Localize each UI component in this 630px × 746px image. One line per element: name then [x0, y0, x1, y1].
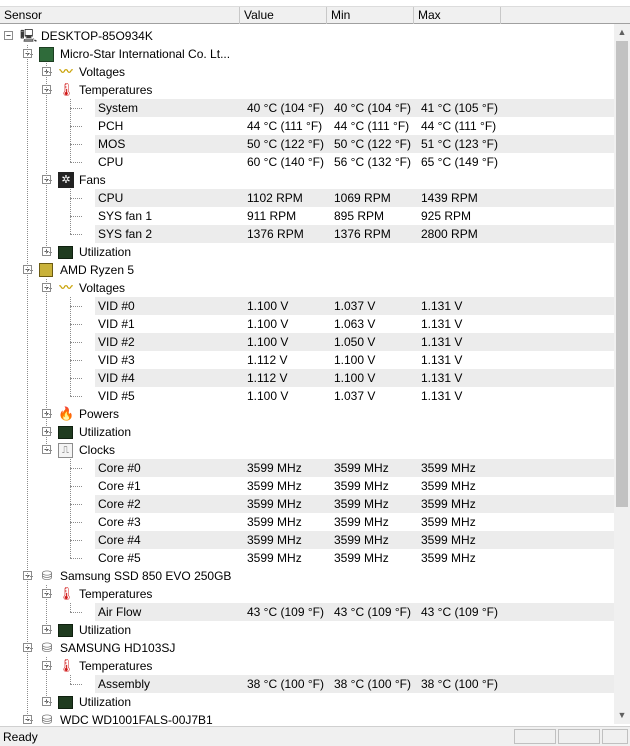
tree-guide-line [70, 306, 82, 307]
tree-node[interactable] [0, 243, 614, 261]
collapse-icon[interactable]: − [23, 265, 32, 274]
sensor-row[interactable] [0, 549, 614, 567]
node-label: Utilization [79, 245, 132, 259]
sensor-min: 38 °C (100 °F) [334, 677, 411, 691]
sensor-max: 3599 MHz [421, 533, 476, 547]
tree-guide-line [70, 675, 71, 684]
sensor-max: 51 °C (123 °F) [421, 137, 498, 151]
tree-guide-line [46, 585, 47, 630]
tree-node[interactable] [0, 585, 614, 603]
collapse-icon[interactable]: − [42, 85, 51, 94]
collapse-icon[interactable]: − [42, 589, 51, 598]
sensor-row[interactable] [0, 207, 614, 225]
collapse-icon[interactable]: − [23, 715, 32, 724]
sensor-row[interactable] [0, 477, 614, 495]
utilization-icon [58, 696, 73, 709]
sensor-tree[interactable] [0, 24, 614, 724]
sensor-label: VID #4 [98, 371, 135, 385]
thermometer-icon: 🌡 [58, 82, 75, 97]
sensor-label: CPU [98, 191, 124, 205]
sensor-min: 1376 RPM [334, 227, 391, 241]
sensor-label: Core #1 [98, 479, 141, 493]
sensor-label: SYS fan 1 [98, 209, 153, 223]
disk-drive-icon: ⛁ [41, 712, 53, 724]
sensor-value: 3599 MHz [247, 515, 302, 529]
sensor-min: 43 °C (109 °F) [334, 605, 411, 619]
sensor-row[interactable] [0, 675, 614, 693]
tree-guide-line [70, 540, 82, 541]
tree-guide-line [70, 144, 82, 145]
sensor-value: 40 °C (104 °F) [247, 101, 324, 115]
tree-guide-line [46, 702, 52, 703]
tree-guide-line [70, 162, 82, 163]
sensor-label: VID #3 [98, 353, 135, 367]
tree-guide-line [70, 324, 82, 325]
sensor-min: 3599 MHz [334, 479, 389, 493]
tree-guide-line [46, 72, 52, 73]
sensor-min: 3599 MHz [334, 461, 389, 475]
sensor-label: Core #0 [98, 461, 141, 475]
sensor-row[interactable] [0, 135, 614, 153]
tree-node[interactable] [0, 693, 614, 711]
sensor-row[interactable] [0, 603, 614, 621]
node-label: Utilization [79, 425, 132, 439]
sensor-label: VID #2 [98, 335, 135, 349]
sensor-label: VID #0 [98, 299, 135, 313]
tree-guide-line [46, 432, 52, 433]
sensor-value: 1.112 V [247, 371, 288, 385]
sensor-row[interactable] [0, 117, 614, 135]
column-max[interactable]: Max [414, 7, 501, 24]
thermometer-icon: 🌡 [58, 586, 75, 601]
sensor-label: CPU [98, 155, 124, 169]
sensor-max: 1.131 V [421, 335, 463, 349]
sensor-max: 41 °C (105 °F) [421, 101, 498, 115]
tree-guide-line [46, 594, 52, 595]
tree-guide-line [70, 396, 82, 397]
sensor-value: 1.100 V [247, 317, 289, 331]
sensor-max: 43 °C (109 °F) [421, 605, 498, 619]
sensor-label: Core #4 [98, 533, 141, 547]
sensor-max: 3599 MHz [421, 515, 476, 529]
sensor-label: Core #3 [98, 515, 141, 529]
sensor-value: 1376 RPM [247, 227, 304, 241]
sensor-max: 3599 MHz [421, 461, 476, 475]
tree-node[interactable] [0, 63, 614, 81]
sensor-value: 3599 MHz [247, 497, 302, 511]
column-header [0, 6, 630, 24]
expand-icon[interactable]: + [42, 67, 51, 76]
sensor-min: 40 °C (104 °F) [334, 101, 411, 115]
scroll-up-icon[interactable]: ▲ [617, 27, 627, 37]
tree-guide-line [27, 648, 33, 649]
node-label: Voltages [79, 281, 126, 295]
tree-guide-line [27, 45, 28, 720]
tree-node[interactable] [0, 567, 614, 585]
sensor-row[interactable] [0, 513, 614, 531]
sensor-min: 895 RPM [334, 209, 385, 223]
node-label: SAMSUNG HD103SJ [60, 641, 176, 655]
tree-guide-line [46, 666, 52, 667]
sensor-label: Core #5 [98, 551, 141, 565]
disk-drive-icon: ⛁ [41, 640, 53, 655]
sensor-min: 1.100 V [334, 371, 376, 385]
tree-guide-line [70, 198, 82, 199]
utilization-icon [58, 426, 73, 439]
sensor-max: 2800 RPM [421, 227, 478, 241]
sensor-min: 3599 MHz [334, 533, 389, 547]
status-bar [0, 726, 630, 746]
sensor-min: 56 °C (132 °F) [334, 155, 411, 169]
sensor-value: 1.100 V [247, 335, 289, 349]
sensor-max: 3599 MHz [421, 551, 476, 565]
tree-guide-line [70, 558, 82, 559]
tree-node[interactable] [0, 27, 614, 45]
expand-icon[interactable]: + [42, 427, 51, 436]
sensor-value: 43 °C (109 °F) [247, 605, 324, 619]
node-label: Voltages [79, 65, 126, 79]
sensor-row[interactable] [0, 387, 614, 405]
tree-node[interactable] [0, 423, 614, 441]
voltage-icon: 〰 [59, 64, 73, 79]
tree-guide-line [46, 288, 52, 289]
scroll-thumb[interactable] [616, 41, 628, 507]
sensor-max: 1439 RPM [421, 191, 478, 205]
power-icon: 🔥 [58, 406, 75, 421]
cpu-chip-icon [39, 263, 53, 277]
sensor-row[interactable] [0, 315, 614, 333]
clock-icon: ⎍ [58, 443, 73, 458]
sensor-max: 44 °C (111 °F) [421, 119, 497, 133]
tree-guide-line [70, 342, 82, 343]
tree-guide-line [70, 234, 82, 235]
tree-node[interactable] [0, 711, 614, 724]
sensor-value: 38 °C (100 °F) [247, 677, 324, 691]
node-label: Micro-Star International Co. Lt... [60, 47, 231, 61]
node-label: Powers [79, 407, 120, 421]
column-value[interactable]: Value [240, 7, 327, 24]
tree-guide-line [70, 486, 82, 487]
sensor-min: 1.063 V [334, 317, 376, 331]
fan-icon: ✲ [58, 172, 74, 188]
tree-guide-line [46, 414, 52, 415]
tree-guide-line [46, 90, 52, 91]
tree-guide-line [70, 684, 82, 685]
sensor-value: 1.100 V [247, 389, 289, 403]
sensor-max: 1.131 V [421, 389, 463, 403]
sensor-value: 3599 MHz [247, 479, 302, 493]
sensor-max: 1.131 V [421, 299, 463, 313]
tree-guide-line [70, 189, 71, 234]
tree-guide-line [70, 216, 82, 217]
expand-icon[interactable]: + [42, 247, 51, 256]
collapse-icon[interactable]: − [42, 445, 51, 454]
tree-guide-line [46, 657, 47, 702]
expand-icon[interactable]: + [42, 625, 51, 634]
sensor-label: VID #5 [98, 389, 135, 403]
sensor-row[interactable] [0, 351, 614, 369]
node-label: DESKTOP-85O934K [41, 29, 153, 43]
sensor-value: 1.100 V [247, 299, 289, 313]
status-pane [514, 729, 556, 744]
sensor-value: 50 °C (122 °F) [247, 137, 324, 151]
sensor-row[interactable] [0, 153, 614, 171]
tree-guide-line [46, 180, 52, 181]
column-sensor[interactable]: Sensor [0, 7, 240, 24]
column-min[interactable]: Min [327, 7, 414, 24]
sensor-label: PCH [98, 119, 124, 133]
sensor-max: 1.131 V [421, 353, 463, 367]
sensor-value: 3599 MHz [247, 551, 302, 565]
collapse-icon[interactable]: − [23, 49, 32, 58]
utilization-icon [58, 246, 73, 259]
sensor-label: SYS fan 2 [98, 227, 153, 241]
scroll-down-icon[interactable]: ▼ [617, 710, 627, 720]
sensor-min: 1.050 V [334, 335, 376, 349]
tree-guide-line [70, 99, 71, 162]
tree-guide-line [70, 468, 82, 469]
status-pane [602, 729, 628, 744]
disk-drive-icon: ⛁ [41, 568, 53, 583]
motherboard-icon [39, 47, 54, 62]
tree-guide-line [70, 378, 82, 379]
tree-node[interactable] [0, 279, 614, 297]
sensor-label: MOS [98, 137, 126, 151]
tree-guide-line [70, 504, 82, 505]
tree-guide-line [70, 297, 71, 396]
sensor-row[interactable] [0, 333, 614, 351]
sensor-min: 1.037 V [334, 389, 376, 403]
node-label: Temperatures [79, 587, 153, 601]
sensor-max: 3599 MHz [421, 479, 476, 493]
expand-icon[interactable]: + [42, 409, 51, 418]
sensor-row[interactable] [0, 369, 614, 387]
collapse-icon[interactable]: − [4, 31, 13, 40]
collapse-icon[interactable]: − [42, 283, 51, 292]
sensor-max: 925 RPM [421, 209, 472, 223]
node-label: Clocks [79, 443, 116, 457]
tree-node[interactable] [0, 639, 614, 657]
sensor-row[interactable] [0, 297, 614, 315]
sensor-value: 3599 MHz [247, 461, 302, 475]
sensor-value: 44 °C (111 °F) [247, 119, 323, 133]
status-pane [558, 729, 600, 744]
sensor-row[interactable] [0, 99, 614, 117]
sensor-value: 3599 MHz [247, 533, 302, 547]
tree-guide-line [70, 522, 82, 523]
sensor-max: 65 °C (149 °F) [421, 155, 498, 169]
vertical-scrollbar[interactable] [614, 24, 630, 724]
sensor-label: Assembly [98, 677, 151, 691]
status-text: Ready [3, 730, 38, 744]
utilization-icon [58, 624, 73, 637]
sensor-min: 1.037 V [334, 299, 376, 313]
collapse-icon[interactable]: − [42, 661, 51, 670]
tree-guide-line [70, 459, 71, 558]
node-label: Samsung SSD 850 EVO 250GB [60, 569, 232, 583]
sensor-max: 1.131 V [421, 317, 463, 331]
sensor-value: 1102 RPM [247, 191, 303, 205]
node-label: Utilization [79, 623, 132, 637]
sensor-row[interactable] [0, 459, 614, 477]
tree-guide-line [27, 54, 33, 55]
sensor-value: 60 °C (140 °F) [247, 155, 324, 169]
tree-guide-line [46, 252, 52, 253]
tree-node[interactable] [0, 45, 614, 63]
node-label: Fans [79, 173, 106, 187]
node-label: Utilization [79, 695, 132, 709]
tree-guide-line [27, 270, 33, 271]
tree-guide-line [46, 279, 47, 450]
sensor-label: Core #2 [98, 497, 141, 511]
sensor-min: 1069 RPM [334, 191, 391, 205]
tree-guide-line [27, 720, 33, 721]
node-label: Temperatures [79, 83, 153, 97]
tree-node[interactable] [0, 81, 614, 99]
sensor-value: 911 RPM [247, 209, 297, 223]
thermometer-icon: 🌡 [58, 658, 75, 673]
tree-node[interactable] [0, 405, 614, 423]
tree-guide-line [27, 576, 33, 577]
sensor-min: 3599 MHz [334, 515, 389, 529]
node-label: AMD Ryzen 5 [60, 263, 135, 277]
node-label: Temperatures [79, 659, 153, 673]
collapse-icon[interactable]: − [42, 175, 51, 184]
collapse-icon[interactable]: − [23, 643, 32, 652]
sensor-min: 44 °C (111 °F) [334, 119, 410, 133]
tree-guide-line [70, 126, 82, 127]
computer-icon: 🖳 [20, 28, 38, 43]
tree-node[interactable] [0, 621, 614, 639]
sensor-max: 3599 MHz [421, 497, 476, 511]
tree-node[interactable] [0, 261, 614, 279]
sensor-label: VID #1 [98, 317, 135, 331]
sensor-row[interactable] [0, 495, 614, 513]
tree-guide-line [70, 603, 71, 612]
sensor-value: 1.112 V [247, 353, 288, 367]
tree-guide-line [70, 612, 82, 613]
sensor-label: System [98, 101, 139, 115]
sensor-row[interactable] [0, 531, 614, 549]
tree-guide-line [46, 63, 47, 252]
sensor-row[interactable] [0, 189, 614, 207]
collapse-icon[interactable]: − [23, 571, 32, 580]
tree-guide-line [70, 108, 82, 109]
sensor-row[interactable] [0, 225, 614, 243]
sensor-min: 50 °C (122 °F) [334, 137, 411, 151]
expand-icon[interactable]: + [42, 697, 51, 706]
tree-node[interactable] [0, 171, 614, 189]
sensor-label: Air Flow [98, 605, 142, 619]
tree-guide-line [46, 450, 52, 451]
sensor-min: 3599 MHz [334, 551, 389, 565]
voltage-icon: 〰 [59, 280, 73, 295]
tree-guide-line [46, 630, 52, 631]
sensor-max: 1.131 V [421, 371, 463, 385]
tree-node[interactable] [0, 441, 614, 459]
tree-node[interactable] [0, 657, 614, 675]
sensor-min: 3599 MHz [334, 497, 389, 511]
sensor-max: 38 °C (100 °F) [421, 677, 498, 691]
tree-guide-line [70, 360, 82, 361]
node-label: WDC WD1001FALS-00J7B1 [60, 713, 213, 724]
sensor-min: 1.100 V [334, 353, 376, 367]
